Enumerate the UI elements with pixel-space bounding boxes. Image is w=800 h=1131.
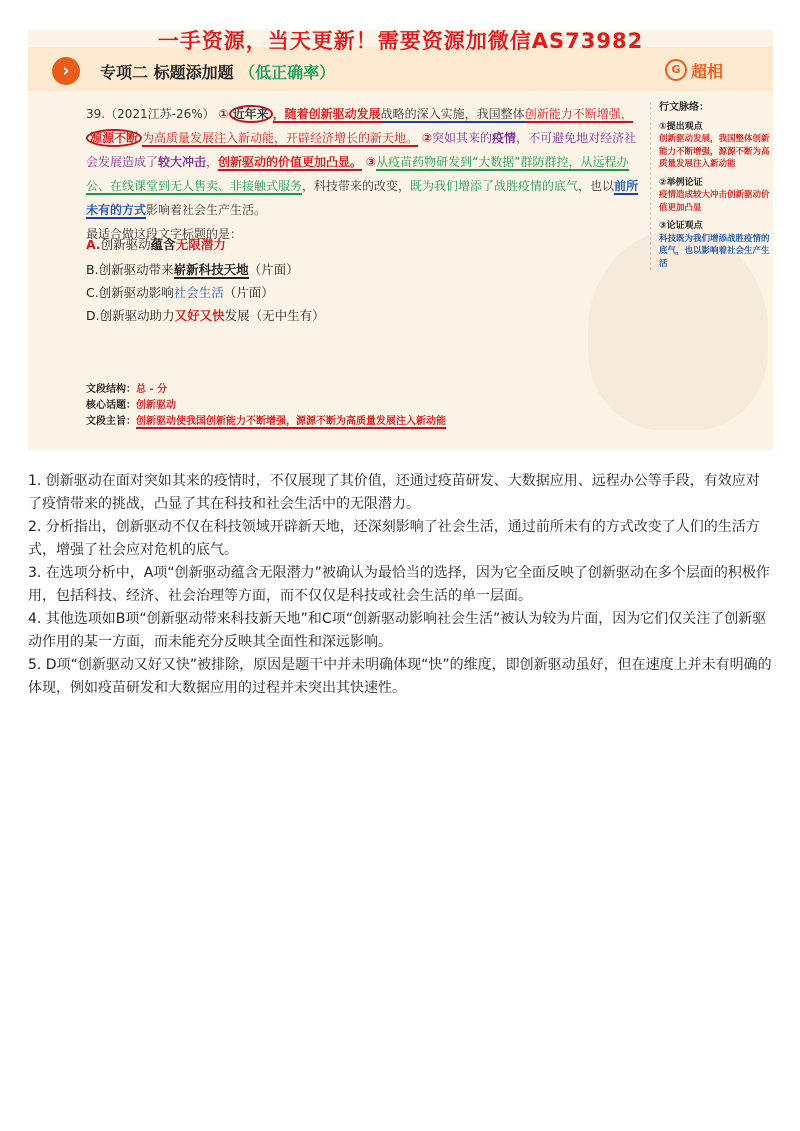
structure-row: [86, 380, 167, 395]
section-title-text: 专项二 标题添加题: [100, 63, 234, 82]
section-title: [100, 60, 335, 83]
chevron-right-icon: ›: [52, 57, 80, 85]
outline-step-3: ③论证观点: [659, 221, 703, 231]
option-note: （片面）: [223, 285, 274, 300]
outline-sidebar: [650, 102, 771, 270]
option-text: 创新驱动: [100, 237, 151, 252]
option-d[interactable]: [86, 306, 325, 324]
option-c[interactable]: [86, 283, 274, 301]
question-passage: [86, 102, 641, 246]
keyword-impact: 较大冲击: [158, 155, 207, 169]
outline-step-2: ②举例论证: [659, 177, 703, 188]
option-emphasis: 无限潜力: [175, 237, 226, 252]
section-header: [28, 47, 773, 91]
passage-text: 突如其来的: [432, 131, 493, 145]
structure-value: 总 - 分: [136, 384, 168, 395]
passage-text: ，不可避免地对经济社会发展造成了: [86, 131, 637, 169]
option-text: 创新驱动助力: [99, 308, 175, 323]
analysis-point: 4. 其他选项如B项“创新驱动带来科技新天地”和C项“创新驱动影响社会生活”被认为较为片面，因为它们仅关注了创新驱动作用的某一方面，而未能充分反映其全面性和深远影响。: [28, 611, 767, 650]
analysis-point: 5. D项“创新驱动又好又快”被排除，原因是题干中并未明确体现“快”的维度，即创新驱动虽好，但在速度上并未有明确的体现，例如疫苗研发和大数据应用的过程并未突出其快速性。: [28, 657, 772, 696]
option-emphasis: 崭新科技天地: [173, 262, 249, 277]
promo-banner: 一手资源，当天更新！需要资源加微信AS73982: [157, 30, 644, 53]
option-letter: A.: [86, 237, 101, 252]
outline-step-1-body: 创新驱动发展，我国整体创新能力不断增强，源源不断为高质量发展注入新动能: [659, 134, 770, 169]
analysis-point: 3. 在选项分析中，A项“创新驱动蕴含无限潜力”被确认为最恰当的选择，因为它全面反映了创新驱动在多个层面的积极作用，包括科技、经济、社会治理等方面，而不仅仅是科技或社会生活的单一层面。: [28, 565, 770, 604]
keyword-innovation-drive: ，随着创新驱动发展: [272, 107, 381, 121]
option-note: （片面）: [248, 262, 299, 277]
question-source: 39.（2021江苏-26%）: [86, 107, 215, 121]
brand-logo: [665, 59, 723, 82]
option-emphasis: 又好又快: [174, 308, 225, 323]
passage-text: ，科技带来的改变，: [302, 179, 411, 193]
keyword-recent-years: 近年来: [229, 105, 273, 123]
option-emphasis: 蕴含: [150, 237, 176, 252]
marker-1: ①: [218, 107, 229, 121]
passage-text: ，: [206, 155, 219, 169]
passage-text: ，也以: [578, 179, 615, 193]
outline-heading: 行文脉络：: [659, 102, 709, 113]
option-letter: C.: [86, 285, 99, 300]
option-emphasis: 社会生活: [173, 285, 224, 300]
option-b[interactable]: [86, 260, 299, 278]
option-letter: D.: [86, 308, 100, 323]
analysis-point: 1. 创新驱动在面对突如其来的疫情时，不仅展现了其价值，还通过疫苗研发、大数据应用、远程办公等手段，有效应对了疫情带来的挑战，凸显了其在科技和社会生活中的无限潜力。: [28, 473, 760, 512]
option-letter: B.: [86, 262, 99, 277]
marker-2: ②: [421, 131, 433, 145]
outline-step-3-body: 科技既为我们增添战胜疫情的底气，也以影响着社会生产生活: [659, 233, 770, 269]
outline-step-2-body: 疫情造成较大冲击创新驱动价值更加凸显: [659, 190, 770, 213]
main-idea-label: 文段主旨：: [86, 416, 136, 427]
option-text: 创新驱动影响: [98, 285, 174, 300]
option-text: 创新驱动带来: [98, 262, 174, 277]
topic-row: [86, 396, 176, 411]
keyword-continuous: 源源不断: [86, 129, 142, 147]
topic-label: 核心话题：: [86, 400, 136, 411]
topic-value: 创新驱动: [136, 400, 176, 411]
marker-3: ③: [365, 155, 377, 169]
keyword-value: 创新驱动的价值更加凸显。: [218, 155, 363, 169]
section-subtitle: （低正确率）: [239, 63, 336, 82]
passage-text: 创新能力不断增强，: [524, 107, 633, 121]
question-prompt: 最适合做这段文字标题的是：: [86, 227, 243, 241]
keyword-unprecedented: 前所未有的方式: [86, 179, 639, 217]
analysis-section: [28, 470, 773, 700]
logo-g-icon: G: [665, 59, 687, 81]
main-idea-value: 创新驱动使我国创新能力不断增强，源源不断为高质量发展注入新动能: [136, 416, 446, 427]
outline-step-1: ①提出观点: [659, 121, 703, 132]
passage-text: 战略的深入实施，我国整体: [380, 107, 525, 121]
keyword-epidemic: 疫情: [492, 131, 517, 145]
passage-text: 为高质量发展注入新动能，开辟经济增长的新天地。: [142, 131, 419, 145]
passage-examples: 从疫苗药物研发到“大数据”群防群控，从远程办公、在线课堂到无人售卖、非接触式服务: [86, 155, 629, 193]
analysis-point: 2. 分析指出，创新驱动不仅在科技领域开辟新天地，还深刻影响了社会生活，通过前所未有的方式改变了人们的生活方式，增强了社会应对危机的底气。: [28, 519, 760, 558]
main-idea-row: [86, 412, 446, 427]
option-note: 发展（无中生有）: [224, 308, 325, 323]
passage-text: 影响着社会生产生活。: [146, 203, 267, 217]
logo-text: 超相: [690, 62, 723, 81]
lecture-slide: [28, 30, 773, 450]
structure-label: 文段结构：: [86, 384, 136, 395]
option-a[interactable]: [86, 235, 226, 253]
passage-text: 既为我们增添了战胜疫情的底气: [410, 179, 579, 193]
